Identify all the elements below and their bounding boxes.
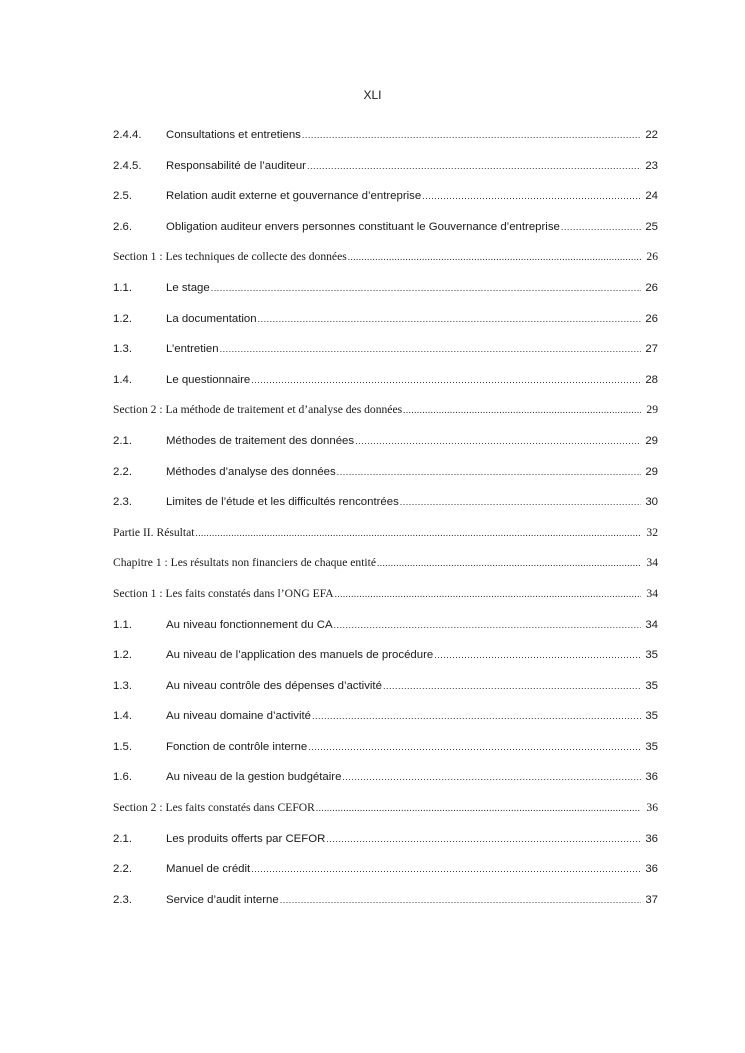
dot-leader <box>220 342 641 356</box>
toc-entry-title: L’entretien <box>166 343 219 356</box>
toc-entry[interactable] <box>113 373 658 404</box>
toc-entry-title: Section 1 : Les faits constatés dans l’ONG EFA <box>113 586 334 600</box>
dot-leader <box>334 618 641 632</box>
toc-entry-number: 2.1. <box>113 832 132 845</box>
toc-entry-page: 35 <box>645 679 658 692</box>
toc-entry-title: Le questionnaire <box>166 373 251 386</box>
toc-entry-title: Chapitre 1 : Les résultats non financiers de chaque entité <box>113 556 377 570</box>
toc-entry-title: Au niveau contrôle des dépenses d’activité <box>166 679 382 692</box>
dot-leader <box>422 189 641 203</box>
dot-leader <box>335 587 641 601</box>
toc-entry[interactable] <box>113 618 658 649</box>
dot-leader <box>211 281 641 295</box>
toc-entry-title: Au niveau domaine d’activité <box>166 710 312 723</box>
toc-entry-page: 34 <box>646 556 658 570</box>
dot-leader <box>308 740 641 754</box>
toc-entry-page: 26 <box>645 312 658 325</box>
toc-entry[interactable] <box>113 893 658 924</box>
toc-entry-number: 1.4. <box>113 710 132 723</box>
toc-entry-title: Section 2 : Les faits constatés dans CEFOR <box>113 801 315 815</box>
dot-leader <box>383 679 641 693</box>
dot-leader <box>258 312 641 326</box>
toc-entry[interactable] <box>113 648 658 679</box>
dot-leader <box>377 556 641 570</box>
table-of-contents <box>113 128 658 923</box>
toc-entry-page: 28 <box>645 373 658 386</box>
toc-entry[interactable] <box>113 128 658 159</box>
dot-leader <box>355 434 641 448</box>
toc-entry-number: 1.4. <box>113 373 132 386</box>
toc-entry-title: Relation audit externe et gouvernance d’entreprise <box>166 190 422 203</box>
toc-entry-number: 2.1. <box>113 434 132 447</box>
toc-entry[interactable] <box>113 709 658 740</box>
toc-entry-number: 2.2. <box>113 465 132 478</box>
toc-entry-page: 35 <box>645 649 658 662</box>
toc-entry-page: 34 <box>646 586 658 600</box>
toc-entry-number: 2.2. <box>113 863 132 876</box>
toc-entry[interactable] <box>113 495 658 526</box>
toc-entry[interactable] <box>113 312 658 343</box>
toc-entry-number: 2.4.5. <box>113 159 142 172</box>
dot-leader <box>316 801 641 815</box>
toc-entry-page: 35 <box>645 710 658 723</box>
dot-leader <box>434 648 641 662</box>
dot-leader <box>337 465 641 479</box>
toc-entry-title: Méthodes d’analyse des données <box>166 465 336 478</box>
toc-entry[interactable] <box>113 556 658 587</box>
toc-entry-page: 30 <box>645 496 658 509</box>
toc-entry-title: Section 2 : La méthode de traitement et d’analyse des données <box>113 403 403 417</box>
toc-entry-number: 2.3. <box>113 496 132 509</box>
toc-entry[interactable] <box>113 679 658 710</box>
toc-entry-page: 35 <box>645 740 658 753</box>
toc-entry-title: Limites de l’étude et les difficultés rencontrées <box>166 496 399 509</box>
toc-entry-page: 25 <box>645 220 658 233</box>
page-number: XLI <box>363 88 382 102</box>
toc-entry-page: 37 <box>645 893 658 906</box>
toc-entry[interactable] <box>113 862 658 893</box>
toc-entry-number: 1.3. <box>113 679 132 692</box>
toc-entry-title: Fonction de contrôle interne <box>166 740 308 753</box>
toc-entry-title: Les produits offerts par CEFOR <box>166 832 326 845</box>
toc-entry-title: Au niveau de la gestion budgétaire <box>166 771 342 784</box>
toc-entry[interactable] <box>113 801 658 832</box>
dot-leader <box>251 862 641 876</box>
toc-entry-page: 36 <box>646 801 658 815</box>
toc-entry-title: La documentation <box>166 312 257 325</box>
toc-entry-page: 29 <box>646 403 658 417</box>
dot-leader <box>195 526 641 540</box>
toc-entry-number: 1.1. <box>113 281 132 294</box>
toc-entry-title: Manuel de crédit <box>166 863 251 876</box>
toc-entry-title: Service d’audit interne <box>166 893 279 906</box>
dot-leader <box>326 832 641 846</box>
dot-leader <box>307 159 641 173</box>
toc-entry-page: 22 <box>645 129 658 141</box>
toc-entry[interactable] <box>113 434 658 465</box>
toc-entry[interactable] <box>113 250 658 281</box>
toc-entry-number: 1.6. <box>113 771 132 784</box>
toc-entry-title: Consultations et entretiens <box>166 129 301 141</box>
dot-leader <box>342 770 641 784</box>
toc-entry[interactable] <box>113 159 658 190</box>
toc-entry-title: Obligation auditeur envers personnes constituant le Gouvernance d’entreprise <box>166 220 560 233</box>
toc-entry-number: 2.6. <box>113 220 132 233</box>
toc-entry-title: Méthodes de traitement des données <box>166 434 355 447</box>
toc-entry-number: 2.4.4. <box>113 129 142 141</box>
toc-entry-title: Partie II. Résultat <box>113 525 195 539</box>
toc-entry-page: 23 <box>645 159 658 172</box>
toc-entry-number: 1.3. <box>113 343 132 356</box>
toc-entry[interactable] <box>113 281 658 312</box>
toc-entry-page: 26 <box>646 250 658 264</box>
toc-entry-page: 36 <box>645 832 658 845</box>
toc-entry-title: Le stage <box>166 281 210 294</box>
toc-entry-page: 27 <box>645 343 658 356</box>
toc-entry-page: 29 <box>645 465 658 478</box>
toc-entry-number: 1.2. <box>113 312 132 325</box>
toc-entry-number: 1.1. <box>113 618 132 631</box>
dot-leader <box>403 403 641 417</box>
dot-leader <box>302 128 641 142</box>
toc-entry-page: 32 <box>646 525 658 539</box>
dot-leader <box>251 373 641 387</box>
toc-entry[interactable] <box>113 587 658 618</box>
dot-leader <box>312 709 641 723</box>
toc-entry[interactable] <box>113 403 658 434</box>
dot-leader <box>280 893 641 907</box>
toc-entry-number: 2.3. <box>113 893 132 906</box>
toc-entry-title: Section 1 : Les techniques de collecte des données <box>113 250 347 264</box>
toc-entry-title: Responsabilité de l’auditeur <box>166 159 306 172</box>
toc-entry-number: 1.5. <box>113 740 132 753</box>
toc-entry[interactable] <box>113 342 658 373</box>
dot-leader <box>561 220 641 234</box>
toc-entry-title: Au niveau fonctionnement du CA <box>166 618 333 631</box>
toc-entry-number: 2.5. <box>113 190 132 203</box>
toc-entry-page: 24 <box>645 190 658 203</box>
toc-entry[interactable] <box>113 526 658 557</box>
toc-entry-number: 1.2. <box>113 649 132 662</box>
toc-entry-page: 36 <box>645 863 658 876</box>
toc-entry[interactable] <box>113 189 658 220</box>
toc-entry-title: Au niveau de l’application des manuels de procédure <box>166 649 434 662</box>
toc-entry[interactable] <box>113 740 658 771</box>
toc-entry-page: 34 <box>645 618 658 631</box>
toc-entry[interactable] <box>113 770 658 801</box>
toc-entry[interactable] <box>113 465 658 496</box>
toc-entry-page: 36 <box>645 771 658 784</box>
toc-entry[interactable] <box>113 832 658 863</box>
toc-entry-page: 29 <box>645 434 658 447</box>
dot-leader <box>400 495 641 509</box>
toc-entry-page: 26 <box>645 281 658 294</box>
dot-leader <box>348 250 641 264</box>
toc-entry[interactable] <box>113 220 658 251</box>
